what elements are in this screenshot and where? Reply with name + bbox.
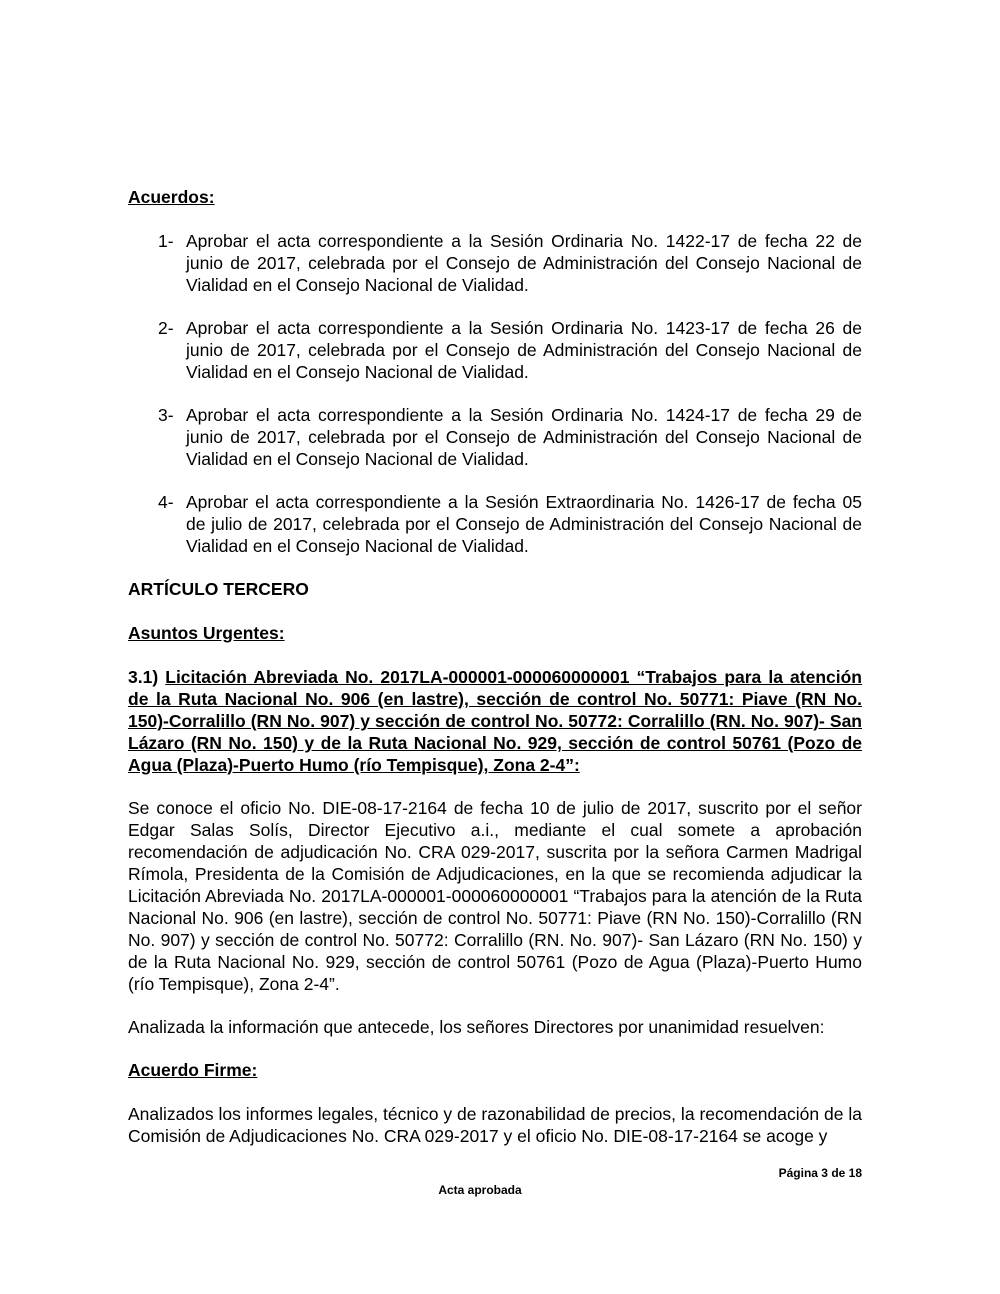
list-item [128, 230, 862, 296]
paragraph-analizados: Analizados los informes legales, técnico y de razonabilidad de precios, la recomendación de la Comisión de Adjudicaciones No. CRA 029-2017 y el oficio No. DIE-08-17-2164 se acoge y [128, 1104, 862, 1146]
page-number: Página 3 de 18 [778, 1166, 862, 1180]
list-item-text: Aprobar el acta correspondiente a la Sesión Ordinaria No. 1423-17 de fecha 26 de junio de 2017, celebrada por el Consejo de Administración del Consejo Nacional de Vialidad en el Consejo Nacional de Vialidad. [186, 318, 862, 382]
articulo-heading: ARTÍCULO TERCERO [128, 579, 309, 599]
list-item-number: 3- [158, 405, 174, 425]
item-number: 3.1) [128, 667, 159, 687]
item-3-1-title [128, 666, 862, 776]
agreements-list [128, 230, 862, 557]
paragraph-oficio: Se conoce el oficio No. DIE-08-17-2164 de fecha 10 de julio de 2017, suscrito por el señor Edgar Salas Solís, Director Ejecutivo a.i., mediante el cual somete a aprobación recomendación de adjudicación No. CRA 029-2017, suscrita por la señora Carmen Madrigal Rímola, Presidenta de la Comisión de Adjudicaciones, en la que se recomienda adjudicar la Licitación Abreviada No. 2017LA-000001-000060000001 “Trabajos para la atención de la Ruta Nacional No. 906 (en lastre), sección de control No. 50771: Piave (RN No. 150)-Corralillo (RN No. 907) y sección de control No. 50772: Corralillo (RN. No. 907)- San Lázaro (RN No. 150) y de la Ruta Nacional No. 929, sección de control 50761 (Pozo de Agua (Plaza)-Puerto Humo (río Tempisque), Zona 2-4”. [128, 798, 862, 994]
list-item [128, 491, 862, 557]
acuerdo-firme-heading: Acuerdo Firme: [128, 1060, 258, 1080]
page-footer: Acta aprobada [438, 1183, 522, 1197]
list-item-text: Aprobar el acta correspondiente a la Sesión Ordinaria No. 1422-17 de fecha 22 de junio de 2017, celebrada por el Consejo de Administración del Consejo Nacional de Vialidad en el Consejo Nacional de Vialidad. [186, 231, 862, 295]
list-item-text: Aprobar el acta correspondiente a la Sesión Extraordinaria No. 1426-17 de fecha 05 de julio de 2017, celebrada por el Consejo de Administración del Consejo Nacional de Vialidad en el Consejo Nacional de Vialidad. [186, 492, 862, 556]
paragraph-analizada: Analizada la información que antecede, los señores Directores por unanimidad resuelven: [128, 1017, 825, 1037]
document-page [128, 186, 862, 1168]
list-item [128, 317, 862, 383]
asuntos-urgentes-heading: Asuntos Urgentes: [128, 623, 285, 643]
list-item [128, 404, 862, 470]
acuerdos-heading: Acuerdos: [128, 187, 215, 207]
list-item-number: 2- [158, 318, 174, 338]
list-item-number: 4- [158, 492, 174, 512]
list-item-text: Aprobar el acta correspondiente a la Sesión Ordinaria No. 1424-17 de fecha 29 de junio de 2017, celebrada por el Consejo de Administración del Consejo Nacional de Vialidad en el Consejo Nacional de Vialidad. [186, 405, 862, 469]
item-title-text: Licitación Abreviada No. 2017LA-000001-000060000001 “Trabajos para la atención de la Ruta Nacional No. 906 (en lastre), sección de control No. 50771: Piave (RN No. 150)-Corralillo (RN No. 907) y sección de control No. 50772: Corralillo (RN. No. 907)- San Lázaro (RN No. 150) y de la Ruta Nacional No. 929, sección de control 50761 (Pozo de Agua (Plaza)-Puerto Humo (río Tempisque), Zona 2-4”: [128, 667, 862, 775]
list-item-number: 1- [158, 231, 174, 251]
